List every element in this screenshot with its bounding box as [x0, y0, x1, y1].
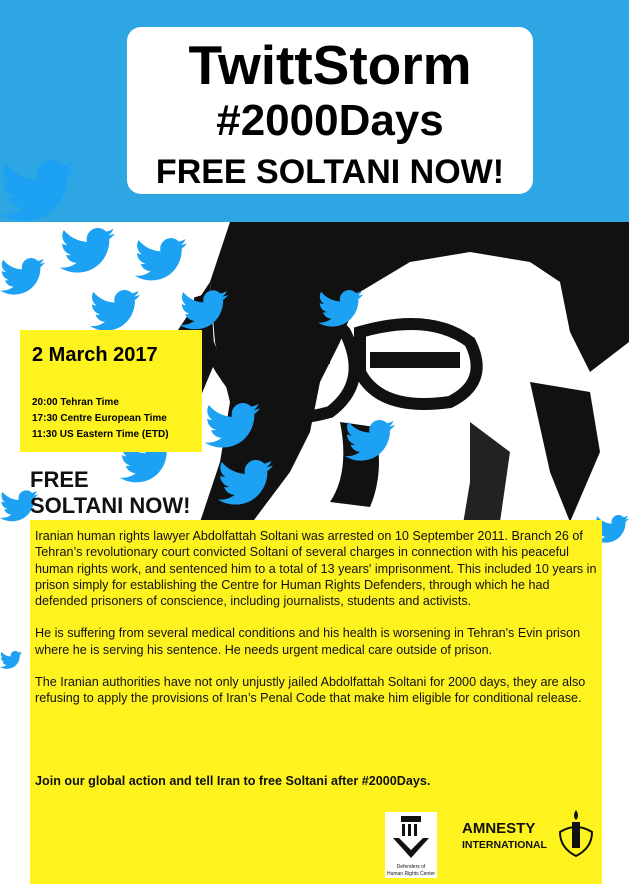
dhrc-logo — [385, 812, 437, 878]
free-soltani-heading — [30, 467, 191, 519]
amnesty-line-2: INTERNATIONAL — [462, 839, 547, 851]
paragraph-health: He is suffering from several medical conditions and his health is worsening in Tehran's Evin prison where he is serving his sentence. He needs urgent medical care outside of prison. — [35, 626, 581, 657]
twitter-bird-icon — [135, 238, 187, 281]
svg-text:Defenders of: Defenders of — [396, 864, 426, 870]
twitter-bird-icon — [0, 160, 75, 222]
paragraph-authorities: The Iranian authorities have not only unjustly jailed Abdolfattah Soltani for 2000 days, they are also refusing to apply the provisions of Iran’s Penal Code that make him eligible for conditional release. — [35, 675, 586, 706]
heading-line-1: FREE — [30, 467, 89, 492]
twitter-bird-icon — [180, 290, 228, 330]
twitter-bird-icon — [318, 290, 363, 327]
call-to-action: Join our global action and tell Iran to free Soltani after #2000Days. — [35, 774, 431, 788]
dhrc-emblem-icon — [385, 812, 437, 878]
title-hashtag: #2000Days — [216, 96, 444, 145]
campaign-body — [35, 528, 599, 723]
time-tehran: 20:00 Tehran Time — [32, 397, 119, 408]
twitter-bird-icon — [0, 645, 22, 675]
title-twittstorm: TwittStorm — [188, 34, 472, 96]
twitter-bird-icon — [218, 460, 273, 505]
twitter-bird-icon — [0, 258, 45, 295]
heading-line-2: SOLTANI NOW! — [30, 493, 191, 518]
twitter-bird-icon — [205, 403, 260, 448]
twitter-bird-icon — [90, 290, 140, 331]
time-us-eastern: 11:30 US Eastern Time (ETD) — [32, 429, 169, 440]
amnesty-line-1: AMNESTY — [462, 820, 536, 837]
time-cet: 17:30 Centre European Time — [32, 413, 167, 424]
twitter-bird-icon — [60, 228, 115, 273]
event-date: 2 March 2017 — [32, 344, 158, 366]
amnesty-candle-icon — [556, 808, 596, 860]
event-times — [32, 395, 169, 443]
amnesty-logo-text — [462, 820, 547, 854]
title-card — [127, 27, 533, 194]
title-free-soltani: FREE SOLTANI NOW! — [155, 153, 505, 191]
twitter-bird-icon — [345, 420, 395, 461]
paragraph-arrest: Iranian human rights lawyer Abdolfattah Soltani was arrested on 10 September 2011. Branch 26 of Tehran’s revolutionary court convicted Soltani of several charges in connection with his peaceful human rights work, and sentenced him to a total of 13 years' imprisonment. This included 10 years in prison simply for establishing the Centre for Human Rights Defenders, through which he had defended prisoners of conscience, including journalists, students and activists. — [35, 529, 597, 609]
svg-text:Human Rights Center: Human Rights Center — [386, 871, 436, 877]
event-date-box — [20, 330, 202, 452]
